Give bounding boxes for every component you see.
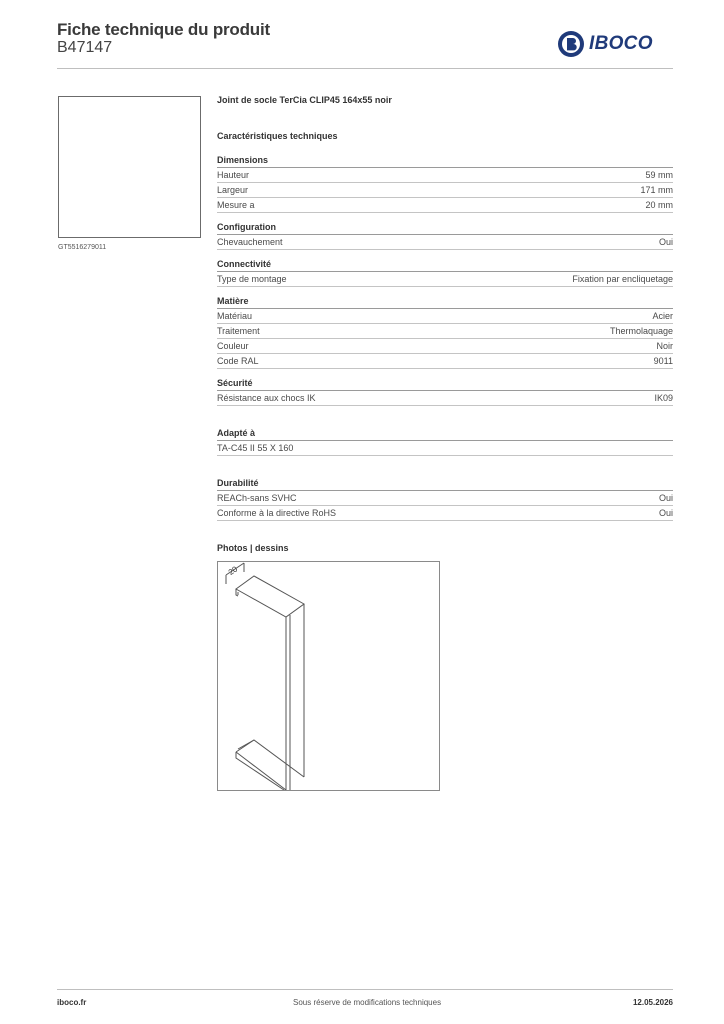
section-title: Connectivité	[217, 259, 673, 272]
section-connectivite	[217, 259, 673, 287]
spec-value: 20 mm	[645, 200, 673, 210]
spec-label: Résistance aux chocs IK	[217, 393, 316, 403]
section-configuration	[217, 222, 673, 250]
spec-label: Mesure a	[217, 200, 255, 210]
section-adapte	[217, 428, 673, 456]
spec-label: Chevauchement	[217, 237, 283, 247]
section-title: Configuration	[217, 222, 673, 235]
section-durabilite	[217, 478, 673, 521]
spec-row	[217, 441, 673, 456]
spec-row	[217, 506, 673, 521]
logo-text: IBOCO	[589, 33, 653, 54]
spec-value: Fixation par encliquetage	[572, 274, 673, 284]
spec-label: Type de montage	[217, 274, 287, 284]
spec-row	[217, 183, 673, 198]
spec-label: Code RAL	[217, 356, 259, 366]
spec-row	[217, 168, 673, 183]
spec-label: Hauteur	[217, 170, 250, 180]
spec-value: Noir	[656, 341, 673, 351]
iboco-logo	[557, 29, 673, 59]
spec-row	[217, 354, 673, 369]
tech-heading: Caractéristiques techniques	[217, 131, 338, 141]
photos-title: Photos | dessins	[217, 543, 289, 553]
spec-row	[217, 272, 673, 287]
spec-label: Matériau	[217, 311, 253, 321]
footer-disclaimer: Sous réserve de modifications techniques	[293, 998, 442, 1007]
spec-row	[217, 235, 673, 250]
profile-drawing-icon	[218, 562, 439, 790]
spec-value: 59 mm	[645, 170, 673, 180]
section-dimensions	[217, 155, 673, 213]
spec-value: Thermolaquage	[609, 326, 673, 336]
header-divider	[57, 68, 673, 69]
footer-date: 12.05.2026	[632, 998, 673, 1007]
section-title: Matière	[217, 296, 673, 309]
spec-value: IK09	[654, 393, 673, 403]
spec-label: REACh-sans SVHC	[217, 493, 297, 503]
dimension-label: 20	[226, 564, 240, 577]
footer-divider	[57, 989, 673, 990]
spec-content	[217, 95, 673, 791]
page-title: Fiche technique du produit	[57, 20, 270, 39]
spec-label: Traitement	[217, 326, 260, 336]
section-title: Dimensions	[217, 155, 673, 168]
section-title: Sécurité	[217, 378, 673, 391]
ean-code: GT5516279011	[58, 244, 107, 251]
spec-label: TA-C45 II 55 X 160	[217, 443, 294, 453]
spec-label: Conforme à la directive RoHS	[217, 508, 337, 518]
spec-row	[217, 324, 673, 339]
spec-row	[217, 391, 673, 406]
spec-row	[217, 198, 673, 213]
logo-mark-icon	[557, 30, 585, 58]
section-matiere	[217, 296, 673, 369]
section-title: Adapté à	[217, 428, 673, 441]
section-title: Durabilité	[217, 478, 673, 491]
product-name: Joint de socle TerCia CLIP45 164x55 noir	[217, 95, 392, 105]
spec-row	[217, 309, 673, 324]
spec-value: 171 mm	[640, 185, 673, 195]
spec-value: Oui	[658, 508, 673, 518]
spec-value: Acier	[652, 311, 673, 321]
article-number: B47147	[57, 39, 113, 56]
spec-label: Couleur	[217, 341, 249, 351]
spec-row	[217, 491, 673, 506]
footer-website[interactable]: iboco.fr	[57, 998, 87, 1007]
spec-value: Oui	[658, 237, 673, 247]
spec-value: Oui	[658, 493, 673, 503]
technical-drawing	[217, 561, 440, 791]
product-image-placeholder	[58, 96, 201, 238]
spec-value: 9011	[653, 356, 673, 366]
spec-row	[217, 339, 673, 354]
spec-label: Largeur	[217, 185, 249, 195]
section-securite	[217, 378, 673, 406]
